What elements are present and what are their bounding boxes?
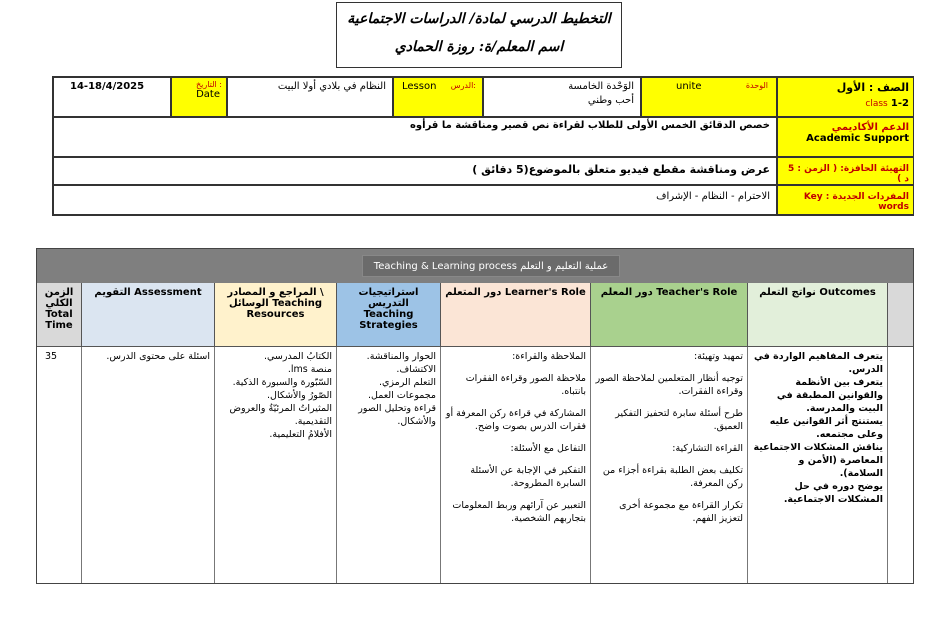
lesson-value: النظام في بلادي أولا البيت [277, 81, 386, 92]
learner-h: دور المتعلم Learner's Role [445, 287, 586, 298]
time-cell [37, 347, 82, 583]
col-blank-header [888, 283, 913, 347]
learner-item: الملاحظة والقراءة: [512, 351, 586, 362]
learner-item: ملاحظة الصور وقراءة الفقرات بانتباه. [465, 373, 586, 397]
unit-value-line1: الوَحْدة الخامسة [568, 81, 634, 92]
process-title: Teaching & Learning process عملية التعليم و التعلم [362, 255, 620, 277]
resources-cell [215, 347, 337, 583]
strategies-h2: التدريس [368, 298, 409, 309]
strategies-h4: Strategies [359, 320, 418, 331]
assessment-h: التقويم Assessment [94, 287, 202, 298]
col-learner-header [441, 283, 591, 347]
support-text-cell [53, 117, 777, 157]
outcomes-cell [748, 347, 888, 583]
keywords-label: المفردات الجديدة : Key words [803, 192, 909, 212]
outcome-item: يناقش المشكلات الاجتماعية المعاصرة (الأمن و السلامة). [753, 442, 883, 479]
teacher-name: اسم المعلم/ة: روزة الحمادي [394, 39, 564, 55]
strategy-item: الاكتشاف. [396, 364, 436, 375]
teacher-item: القراءة التشاركية: [672, 443, 743, 454]
time-value: 35 [45, 351, 58, 362]
resource-item: المثيراتُ المرئيّةُ والعروض التقديمية. [229, 403, 332, 427]
col-outcomes-header [748, 283, 888, 347]
resource-item: الكتابُ المدرسي. [263, 351, 332, 362]
date-label-cell [171, 77, 227, 117]
keywords-label-cell [777, 185, 914, 215]
time-h3: Total [45, 309, 73, 320]
strategies-cell [337, 347, 441, 583]
resource-item: الصّورُ والأشكال. [267, 390, 332, 401]
strategy-item: مجموعات العمل. [368, 390, 436, 401]
time-h2: الكلي [45, 298, 73, 309]
col-teacher-header [591, 283, 748, 347]
support-label-ar: الدعم الأكاديمي [831, 122, 909, 133]
grade-label: الصف : الأول [836, 81, 909, 94]
teacher-item: طرح أسئلة سابرة لتحفيز التفكير العميق. [615, 408, 743, 432]
learner-item: التعبير عن آرائهم وربط المعلومات بتجاربهم الشخصية. [452, 500, 586, 524]
learner-role-cell [441, 347, 591, 583]
time-h1: الزمن [44, 287, 74, 298]
lesson-label-cell [393, 77, 483, 117]
col-resources-header [215, 283, 337, 347]
learner-item: التفاعل مع الأسئلة: [510, 443, 586, 454]
lesson-info-table [52, 76, 914, 216]
lesson-ar-label: الدرس: [450, 81, 476, 90]
warmup-label-cell [777, 157, 914, 185]
teacher-h: دور المعلم Teacher's Role [600, 287, 738, 298]
keywords-text: الاحترام - النظام - الإشراف [656, 191, 770, 202]
learner-item: المشاركة في قراءة ركن المعرفة أو فقرات الدرس بصوت واضح. [445, 408, 586, 432]
strategy-item: الحوار والمناقشة. [366, 351, 436, 362]
strategies-h3: Teaching [363, 309, 414, 320]
date-value-cell [53, 77, 171, 117]
outcome-item: يستنتج أثر القوانين عليه وعلى مجتمعه. [769, 416, 883, 440]
strategy-item: قراءة وتحليل الصور والأشكال. [358, 403, 436, 427]
lesson-value-cell [227, 77, 393, 117]
resource-item: السّبّورة والسبورة الذكية. [232, 377, 332, 388]
resource-item: الأفلامُ التعليمية. [269, 429, 332, 440]
strategies-h1: استراتيجيات [358, 287, 419, 298]
warmup-label: التهيئة الحافزة: ( الزمن : 5 د ) [788, 164, 909, 184]
col-strategies-header [337, 283, 441, 347]
strategy-item: التعلم الرمزي. [378, 377, 436, 388]
support-text: خصص الدقائق الخمس الأولى للطلاب لقراءة نص قصير ومناقشة ما قرأوه [410, 120, 770, 131]
unit-ar-label: الوحدة [745, 81, 768, 90]
unit-value-cell [483, 77, 641, 117]
unit-en-label: unite [676, 81, 702, 92]
teacher-item: تكليف بعض الطلبة بقراءة أجزاء من ركن المعرفة. [602, 465, 743, 489]
time-h4: Time [45, 320, 73, 331]
teacher-item: تكرار القراءة مع مجموعة أخرى لتعزيز الفهم. [619, 500, 743, 524]
outcome-item: يوضح دوره في حل المشكلات الاجتماعية. [783, 481, 883, 505]
blank-cell [888, 347, 913, 583]
grade-value: 1-2 [890, 98, 909, 109]
process-table [36, 248, 914, 584]
process-header-bar [37, 249, 913, 283]
date-value: 14-18/4/2025 [70, 81, 145, 92]
col-assessment-header [82, 283, 215, 347]
grade-cell [777, 77, 914, 117]
assessment-text: اسئلة على محتوى الدرس. [106, 351, 210, 362]
outcomes-h: نواتج التعلم Outcomes [759, 287, 876, 298]
plan-title: التخطيط الدرسي لمادة/ الدراسات الاجتماعية [347, 11, 611, 27]
title-box [336, 2, 622, 68]
outcome-item: يتعرف المفاهيم الواردة في الدرس. [753, 351, 883, 375]
resource-item: منصة lms. [287, 364, 332, 375]
header-divider [37, 346, 913, 347]
learner-item: التفكير في الإجابة عن الأسئلة السابرة المطروحة. [470, 465, 586, 489]
keywords-text-cell [53, 185, 777, 215]
date-ar-label: التاريخ : [195, 80, 222, 89]
support-label-en: Academic Support [806, 133, 909, 144]
date-en-label: Date [196, 89, 220, 100]
resources-h1: المراجع و المصادر \ [227, 287, 324, 298]
support-label-cell [777, 117, 914, 157]
lesson-en-label: Lesson [402, 81, 437, 92]
teacher-item: تمهيد وتهيئة: [693, 351, 743, 362]
resources-h3: Resources [246, 309, 305, 320]
assessment-cell [82, 347, 215, 583]
warmup-text: عرض ومناقشة مقطع فيديو متعلق بالموضوع(5 دقائق ) [472, 163, 770, 176]
class-label: class [865, 99, 888, 109]
teacher-role-cell [591, 347, 748, 583]
unit-value-line2: أحب وطني [587, 95, 634, 106]
unit-label-cell [641, 77, 777, 117]
col-time-header [37, 283, 82, 347]
outcome-item: يتعرف بين الأنظمة والقوانين المطبقة في البيت والمدرسة. [776, 377, 883, 414]
warmup-text-cell [53, 157, 777, 185]
teacher-item: توجيه أنظار المتعلمين لملاحظة الصور وقراءة الفقرات. [595, 373, 743, 397]
resources-h2: الوسائل Teaching [229, 298, 322, 309]
